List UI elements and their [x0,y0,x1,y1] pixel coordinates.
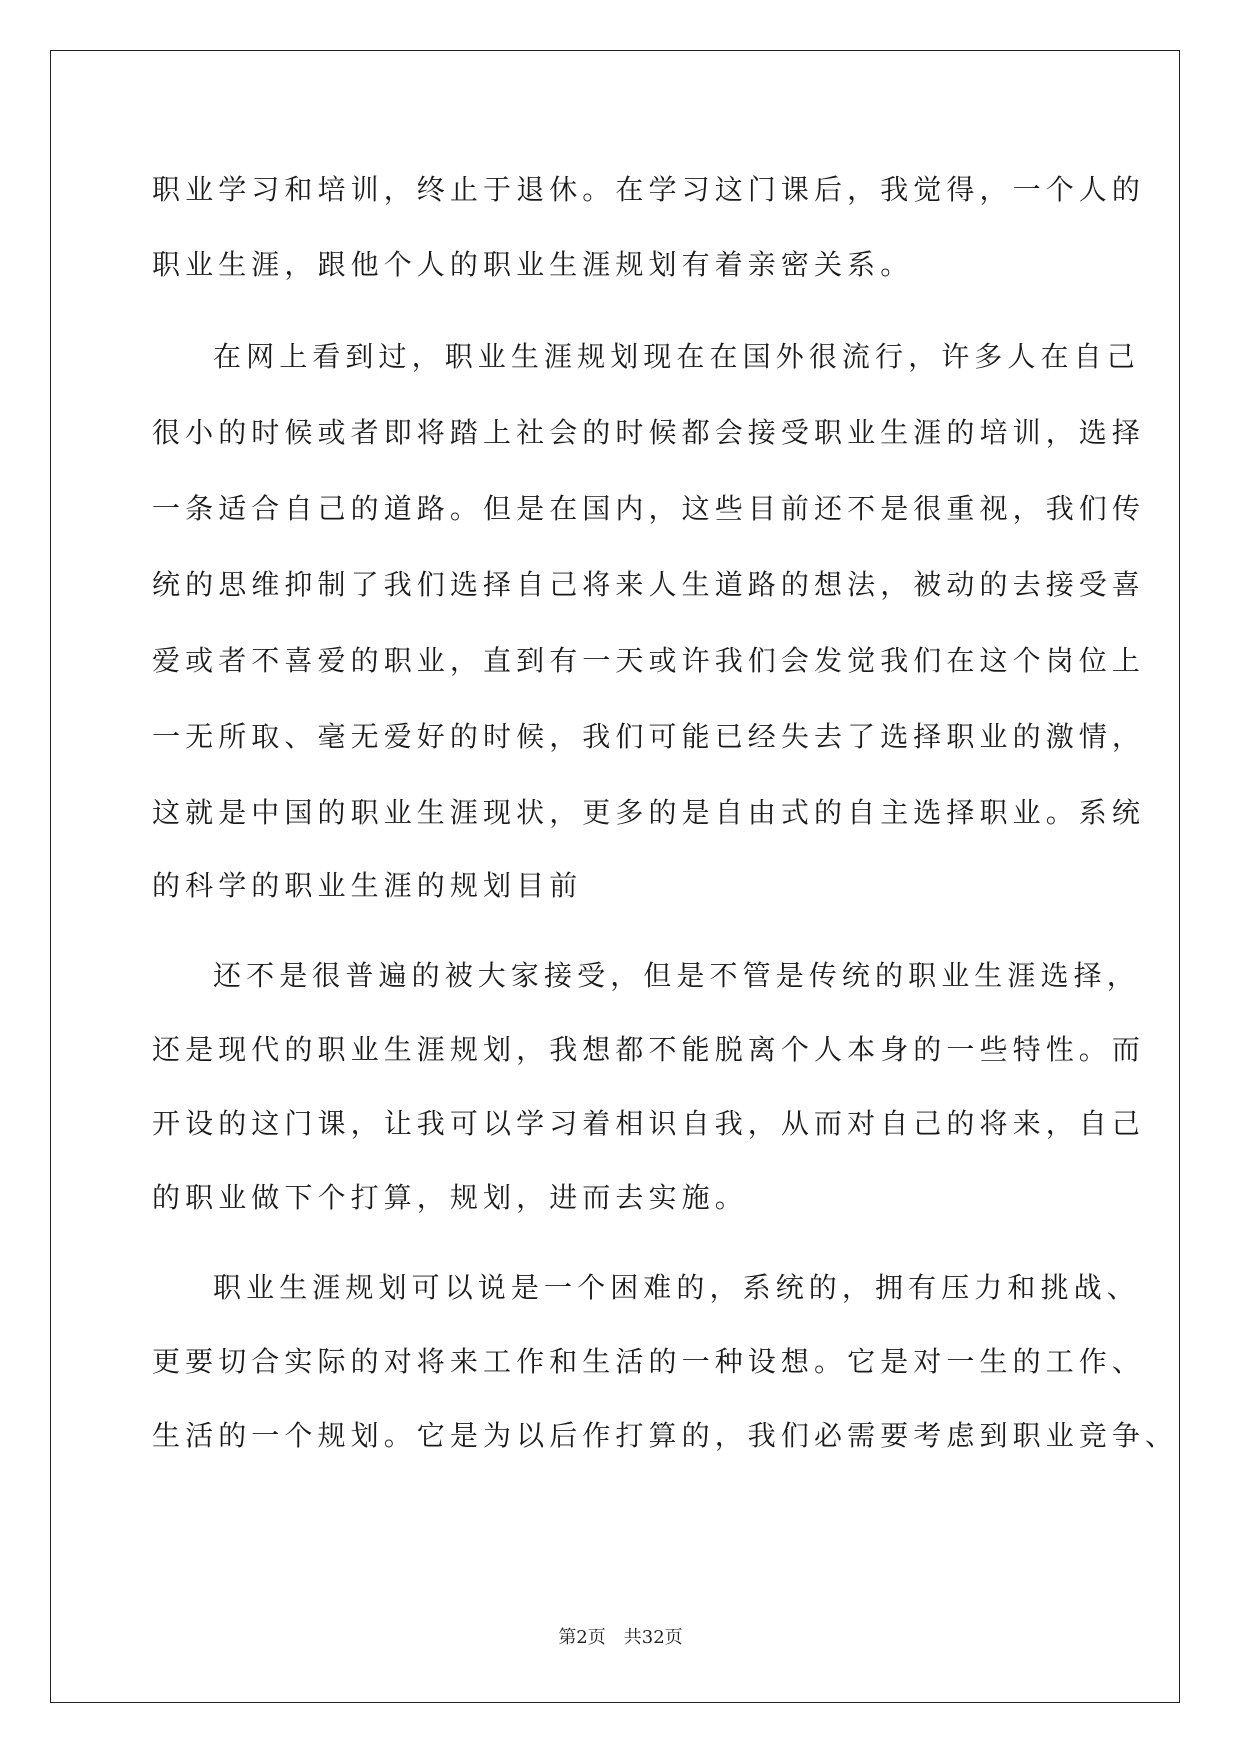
paragraph-line: 很小的时候或者即将踏上社会的时候都会接受职业生涯的培训，选择 [152,416,1146,449]
paragraph-line: 还不是很普遍的被大家接受，但是不管是传统的职业生涯选择， [213,959,1140,992]
paragraph-line: 还是现代的职业生涯规划，我想都不能脱离个人本身的一些特性。而 [152,1033,1146,1066]
page-footer [0,1626,1241,1650]
paragraph-line: 一条适合自己的道路。但是在国内，这些目前还不是很重视，我们传 [152,492,1146,525]
paragraph-line: 在网上看到过，职业生涯规划现在在国外很流行，许多人在自己 [213,340,1140,373]
paragraph-line: 的职业做下个打算，规划，进而去实施。 [152,1181,748,1214]
paragraph-line: 职业学习和培训，终止于退休。在学习这门课后，我觉得，一个人的 [152,173,1146,206]
paragraph-line: 一无所取、毫无爱好的时候，我们可能已经失去了选择职业的激情， [152,720,1146,753]
paragraph-line: 这就是中国的职业生涯现状，更多的是自由式的自主选择职业。系统 [152,796,1146,829]
paragraph-line: 生活的一个规划。它是为以后作打算的，我们必需要考虑到职业竞争、 [152,1419,1179,1452]
paragraph-line: 开设的这门课，让我可以学习着相识自我，从而对自己的将来，自己 [152,1107,1146,1140]
paragraph-line: 统的思维抑制了我们选择自己将来人生道路的想法，被动的去接受喜 [152,568,1146,601]
page-total: 共32页 [623,1627,683,1648]
paragraph-line: 职业生涯规划可以说是一个困难的，系统的，拥有压力和挑战、 [213,1271,1140,1304]
paragraph-line: 的科学的职业生涯的规划目前 [152,869,583,902]
paragraph-line: 更要切合实际的对将来工作和生活的一种设想。它是对一生的工作、 [152,1345,1146,1378]
page-number: 第2页 [558,1627,606,1648]
paragraph-line: 爱或者不喜爱的职业，直到有一天或许我们会发觉我们在这个岗位上 [152,644,1146,677]
paragraph-line: 职业生涯，跟他个人的职业生涯规划有着亲密关系。 [152,248,914,281]
